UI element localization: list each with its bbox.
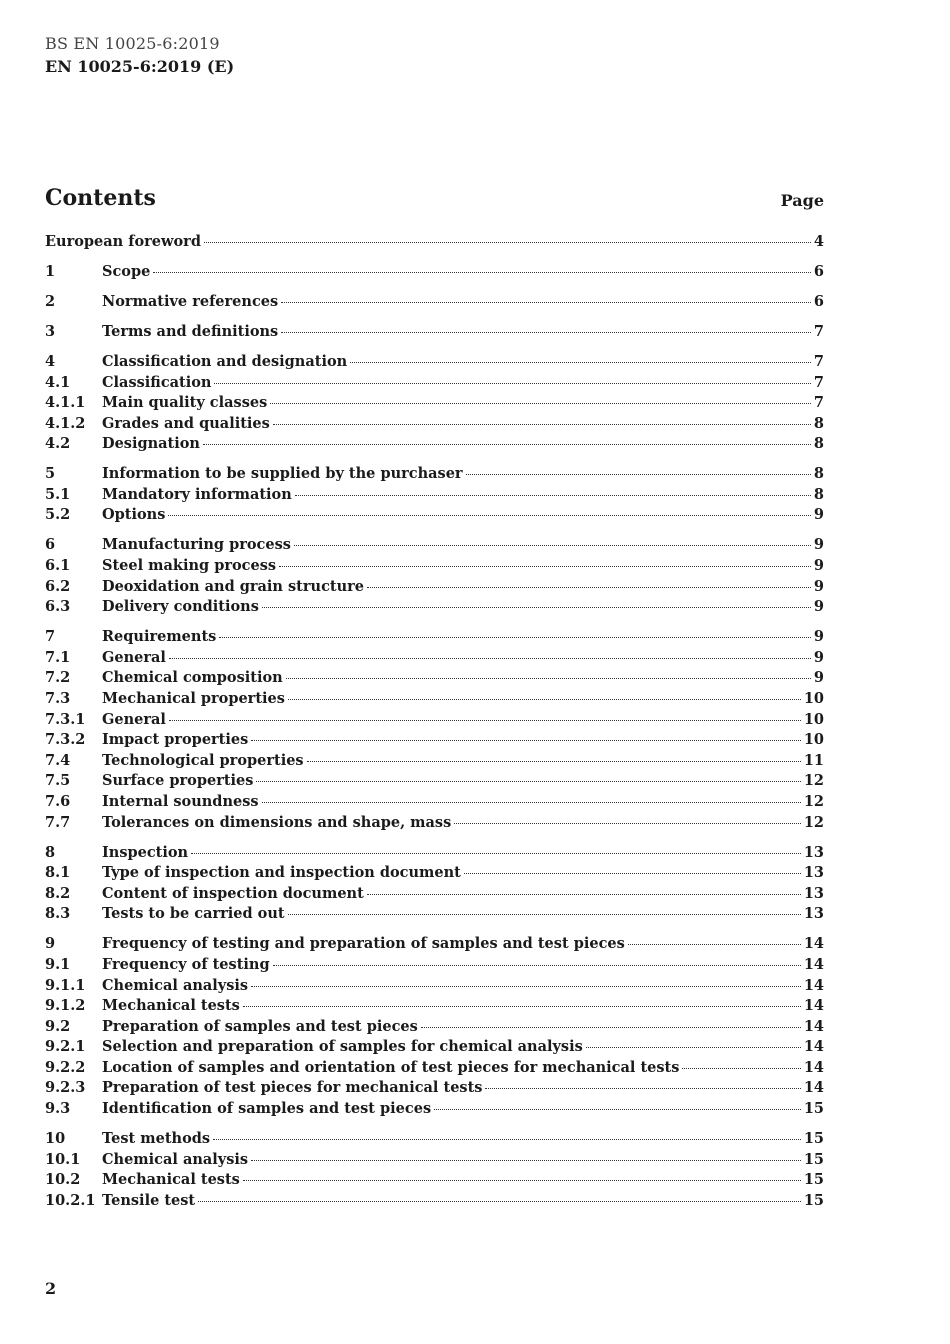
- toc-entry-number: 6.1: [45, 557, 71, 575]
- toc-entry-title: Content of inspection document: [102, 884, 364, 902]
- toc-entry-number: 8: [45, 843, 56, 861]
- toc-entry-title: Normative references: [102, 292, 279, 310]
- toc-entry[interactable]: [45, 813, 824, 834]
- toc-entry-title: Technological properties: [102, 751, 304, 769]
- toc-entry[interactable]: [45, 322, 824, 343]
- dot-leader: [169, 720, 801, 721]
- toc-entry[interactable]: [45, 577, 824, 598]
- dot-leader: [628, 944, 801, 945]
- toc-entry-page: 8: [813, 414, 824, 432]
- dot-leader: [262, 607, 811, 608]
- toc-entry-title: General: [102, 710, 166, 728]
- toc-entry-page: 9: [813, 628, 824, 646]
- toc-entry-title: Mechanical properties: [102, 690, 285, 708]
- dot-leader: [367, 894, 801, 895]
- toc-entry-title: Terms and definitions: [102, 322, 279, 340]
- toc-entry-page: 13: [803, 864, 824, 882]
- toc-entry-page: 13: [803, 884, 824, 902]
- toc-entry-title: Mechanical tests: [102, 1171, 240, 1189]
- dot-leader: [281, 332, 811, 333]
- toc-entry-title: Mechanical tests: [102, 997, 240, 1015]
- toc-entry-number: 4: [45, 352, 56, 370]
- toc-entry[interactable]: [45, 505, 824, 526]
- toc-entry-number: 10.2: [45, 1171, 81, 1189]
- standard-edition-header: EN 10025-6:2019 (E): [45, 57, 235, 76]
- dot-leader: [288, 914, 801, 915]
- dot-leader: [251, 1160, 801, 1161]
- toc-entry-page: 10: [803, 710, 824, 728]
- toc-entry-number: 5.2: [45, 506, 71, 524]
- toc-entry[interactable]: [45, 597, 824, 618]
- toc-entry-page: 12: [803, 772, 824, 790]
- dot-leader: [262, 802, 801, 803]
- toc-entry-title: Type of inspection and inspection document: [102, 864, 461, 882]
- dot-leader: [273, 424, 811, 425]
- toc-entry[interactable]: [45, 1099, 824, 1120]
- dot-leader: [153, 272, 811, 273]
- toc-entry[interactable]: [45, 352, 824, 373]
- toc-entry[interactable]: [45, 863, 824, 884]
- dot-leader: [191, 853, 801, 854]
- dot-leader: [294, 545, 811, 546]
- toc-entry[interactable]: [45, 556, 824, 577]
- toc-entry[interactable]: [45, 535, 824, 556]
- toc-entry-number: 7.5: [45, 772, 71, 790]
- toc-entry[interactable]: [45, 884, 824, 905]
- dot-leader: [286, 678, 811, 679]
- toc-entry-title: Grades and qualities: [102, 414, 270, 432]
- toc-entry-number: 9.2: [45, 1017, 71, 1035]
- toc-entry-number: 8.3: [45, 905, 71, 923]
- toc-entry-title: Options: [102, 506, 166, 524]
- toc-entry-title: Frequency of testing and preparation of samples and test pieces: [102, 935, 625, 953]
- toc-entry[interactable]: [45, 393, 824, 414]
- toc-entry-title: Mandatory information: [102, 485, 292, 503]
- toc-entry-page: 9: [813, 669, 824, 687]
- toc-entry-title: General: [102, 648, 166, 666]
- toc-entry-number: 6: [45, 536, 56, 554]
- dot-leader: [256, 781, 800, 782]
- toc-entry-number: 6.3: [45, 598, 71, 616]
- toc-entry-title: Steel making process: [102, 557, 277, 575]
- toc-entry-title: Information to be supplied by the purchaser: [102, 465, 463, 483]
- toc-entry-number: 7.4: [45, 751, 71, 769]
- toc-entry-page: 10: [803, 690, 824, 708]
- toc-entry-page: 10: [803, 731, 824, 749]
- dot-leader: [214, 383, 810, 384]
- toc-entry-title: Chemical analysis: [102, 976, 249, 994]
- dot-leader: [421, 1027, 801, 1028]
- toc-entry-title: Preparation of test pieces for mechanical tests: [102, 1079, 483, 1097]
- dot-leader: [464, 873, 801, 874]
- toc-entry[interactable]: [45, 843, 824, 864]
- toc-entry[interactable]: [45, 1037, 824, 1058]
- toc-entry-title: Classification and designation: [102, 352, 348, 370]
- toc-entry-title: Preparation of samples and test pieces: [102, 1017, 418, 1035]
- dot-leader: [295, 495, 811, 496]
- toc-entry-number: 3: [45, 322, 56, 340]
- toc-entry-title: Tests to be carried out: [102, 905, 285, 923]
- toc-entry[interactable]: [45, 955, 824, 976]
- toc-entry-title: Identification of samples and test pieces: [102, 1100, 432, 1118]
- toc-entry-page: 14: [803, 1079, 824, 1097]
- toc-entry-page: 9: [813, 506, 824, 524]
- dot-leader: [434, 1109, 801, 1110]
- dot-leader: [198, 1201, 801, 1202]
- toc-entry-number: 10.2.1: [45, 1191, 96, 1209]
- toc-entry-page: 6: [813, 292, 824, 310]
- toc-entry-number: 9.2.3: [45, 1079, 86, 1097]
- toc-entry-page: 12: [803, 792, 824, 810]
- toc-entry[interactable]: [45, 976, 824, 997]
- toc-entry-title: Manufacturing process: [102, 536, 291, 554]
- toc-entry-page: 12: [803, 813, 824, 831]
- dot-leader: [251, 986, 801, 987]
- dot-leader: [243, 1180, 801, 1181]
- toc-entry-title: Tensile test: [102, 1191, 196, 1209]
- toc-entry-number: 4.1: [45, 373, 71, 391]
- toc-entry-title: Inspection: [102, 843, 189, 861]
- toc-entry-title: Frequency of testing: [102, 955, 270, 973]
- toc-entry-page: 7: [813, 394, 824, 412]
- toc-entry[interactable]: [45, 751, 824, 772]
- dot-leader: [367, 587, 811, 588]
- toc-entry-page: 14: [803, 935, 824, 953]
- toc-entry[interactable]: [45, 414, 824, 435]
- standard-number-header: BS EN 10025-6:2019: [45, 34, 220, 53]
- toc-entry-page: 9: [813, 536, 824, 554]
- toc-entry-number: 7.1: [45, 648, 71, 666]
- toc-entry[interactable]: [45, 904, 824, 925]
- contents-heading: Contents: [45, 185, 156, 211]
- toc-entry-title: Scope: [102, 262, 151, 280]
- dot-leader: [243, 1006, 801, 1007]
- toc-entry[interactable]: [45, 1150, 824, 1171]
- toc-entry-number: 4.2: [45, 435, 71, 453]
- toc-entry-page: 9: [813, 577, 824, 595]
- toc-entry-number: 7.3.1: [45, 710, 86, 728]
- toc-entry-title: Requirements: [102, 628, 217, 646]
- toc-entry[interactable]: [45, 1058, 824, 1079]
- page-number: 2: [45, 1279, 57, 1298]
- toc-entry[interactable]: [45, 434, 824, 455]
- toc-entry[interactable]: [45, 373, 824, 394]
- toc-entry[interactable]: [45, 996, 824, 1017]
- toc-entry-title: Chemical analysis: [102, 1150, 249, 1168]
- dot-leader: [251, 740, 801, 741]
- toc-entry-number: 9.2.1: [45, 1038, 86, 1056]
- toc-entry-title: Deoxidation and grain structure: [102, 577, 364, 595]
- toc-entry-title: Classification: [102, 373, 212, 391]
- dot-leader: [454, 823, 801, 824]
- dot-leader: [288, 699, 801, 700]
- toc-entry-number: 1: [45, 262, 56, 280]
- toc-entry-number: 9.1.1: [45, 976, 86, 994]
- toc-entry-page: 14: [803, 1017, 824, 1035]
- toc-entry-page: 13: [803, 905, 824, 923]
- toc-entry-page: 8: [813, 465, 824, 483]
- dot-leader: [203, 444, 811, 445]
- toc-entry-page: 15: [803, 1191, 824, 1209]
- toc-entry[interactable]: [45, 710, 824, 731]
- toc-entry-page: 8: [813, 435, 824, 453]
- dot-leader: [279, 566, 811, 567]
- toc-entry-page: 9: [813, 557, 824, 575]
- toc-entry-number: 9.2.2: [45, 1058, 86, 1076]
- toc-entry-page: 4: [813, 233, 824, 250]
- table-of-contents: [45, 232, 824, 1211]
- toc-entry[interactable]: [45, 1170, 824, 1191]
- toc-entry-number: 6.2: [45, 577, 71, 595]
- toc-entry-page: 7: [813, 322, 824, 340]
- toc-entry-title: Surface properties: [102, 772, 254, 790]
- page-column-label: Page: [780, 191, 824, 210]
- toc-entry-number: 10.1: [45, 1150, 81, 1168]
- toc-entry[interactable]: [45, 771, 824, 792]
- toc-entry-title: Location of samples and orientation of test pieces for mechanical tests: [102, 1058, 680, 1076]
- toc-entry-number: 9.1: [45, 955, 71, 973]
- toc-entry-number: 7.7: [45, 813, 71, 831]
- toc-entry-page: 14: [803, 997, 824, 1015]
- toc-entry[interactable]: [45, 934, 824, 955]
- toc-entry[interactable]: [45, 648, 824, 669]
- toc-entry[interactable]: [45, 792, 824, 813]
- toc-entry-number: 5.1: [45, 485, 71, 503]
- toc-entry-title: Selection and preparation of samples for chemical analysis: [102, 1038, 583, 1056]
- toc-entry[interactable]: [45, 730, 824, 751]
- toc-entry-number: 9.3: [45, 1100, 71, 1118]
- dot-leader: [219, 637, 811, 638]
- toc-entry-number: 10: [45, 1130, 66, 1148]
- toc-entry-number: 4.1.1: [45, 394, 86, 412]
- dot-leader: [485, 1088, 800, 1089]
- toc-entry-page: 7: [813, 352, 824, 370]
- toc-entry-number: 7.3: [45, 690, 71, 708]
- dot-leader: [168, 515, 811, 516]
- toc-entry-page: 15: [803, 1150, 824, 1168]
- toc-entry[interactable]: [45, 485, 824, 506]
- dot-leader: [586, 1047, 801, 1048]
- toc-entry-title: Chemical composition: [102, 669, 283, 687]
- toc-entry-page: 14: [803, 1058, 824, 1076]
- toc-entry[interactable]: [45, 1017, 824, 1038]
- toc-entry-page: 15: [803, 1171, 824, 1189]
- toc-entry-number: 5: [45, 465, 56, 483]
- toc-entry-title: Designation: [102, 435, 200, 453]
- toc-entry-page: 13: [803, 843, 824, 861]
- toc-entry-title: Delivery conditions: [102, 598, 259, 616]
- toc-entry-page: 15: [803, 1100, 824, 1118]
- toc-entry[interactable]: [45, 232, 824, 253]
- toc-entry-title: Tolerances on dimensions and shape, mass: [102, 813, 452, 831]
- toc-entry-number: 9: [45, 935, 56, 953]
- toc-entry-page: 9: [813, 598, 824, 616]
- toc-entry-title: European foreword: [45, 233, 201, 250]
- toc-entry-number: 9.1.2: [45, 997, 86, 1015]
- toc-entry-page: 14: [803, 955, 824, 973]
- dot-leader: [466, 474, 811, 475]
- toc-entry-number: 2: [45, 292, 56, 310]
- toc-entry-number: 7.3.2: [45, 731, 86, 749]
- dot-leader: [281, 302, 811, 303]
- dot-leader: [307, 761, 801, 762]
- dot-leader: [213, 1139, 801, 1140]
- toc-entry-title: Main quality classes: [102, 394, 268, 412]
- toc-entry[interactable]: [45, 1129, 824, 1150]
- toc-entry-page: 15: [803, 1130, 824, 1148]
- toc-entry[interactable]: [45, 668, 824, 689]
- toc-entry-title: Impact properties: [102, 731, 249, 749]
- toc-entry[interactable]: [45, 464, 824, 485]
- toc-entry-page: 9: [813, 648, 824, 666]
- dot-leader: [270, 403, 811, 404]
- toc-entry-title: Internal soundness: [102, 792, 259, 810]
- toc-entry[interactable]: [45, 689, 824, 710]
- toc-entry-page: 14: [803, 1038, 824, 1056]
- toc-entry-page: 11: [803, 751, 824, 769]
- dot-leader: [682, 1068, 800, 1069]
- toc-entry-page: 8: [813, 485, 824, 503]
- toc-entry[interactable]: [45, 1191, 824, 1212]
- toc-entry-number: 7.2: [45, 669, 71, 687]
- toc-entry-title: Test methods: [102, 1130, 211, 1148]
- toc-entry[interactable]: [45, 627, 824, 648]
- toc-entry-number: 4.1.2: [45, 414, 86, 432]
- dot-leader: [204, 242, 811, 243]
- dot-leader: [273, 965, 801, 966]
- toc-entry-number: 7.6: [45, 792, 71, 810]
- toc-entry[interactable]: [45, 292, 824, 313]
- toc-entry[interactable]: [45, 1078, 824, 1099]
- dot-leader: [350, 362, 811, 363]
- dot-leader: [169, 658, 811, 659]
- toc-entry-page: 6: [813, 262, 824, 280]
- toc-entry[interactable]: [45, 262, 824, 283]
- toc-entry-number: 8.1: [45, 864, 71, 882]
- toc-entry-page: 7: [813, 373, 824, 391]
- toc-entry-number: 8.2: [45, 884, 71, 902]
- toc-entry-page: 14: [803, 976, 824, 994]
- toc-entry-number: 7: [45, 628, 56, 646]
